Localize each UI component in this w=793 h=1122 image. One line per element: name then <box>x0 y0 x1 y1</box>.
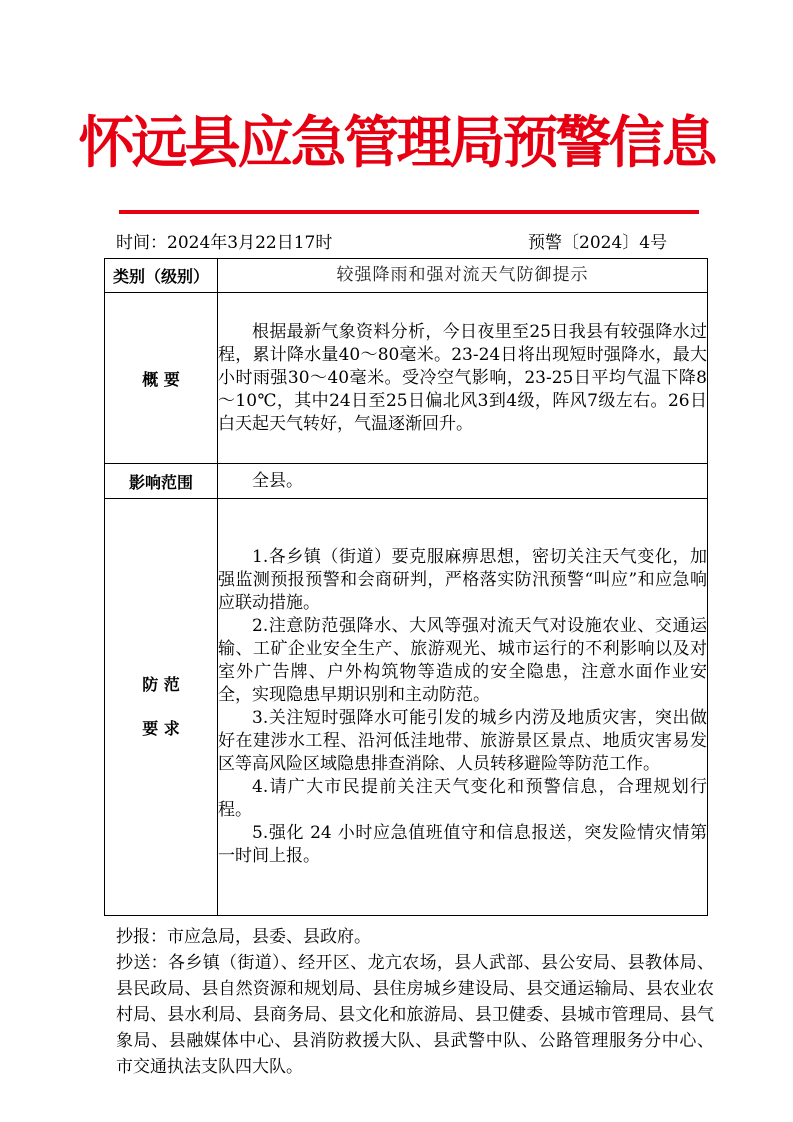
table-row-summary <box>105 293 708 464</box>
category-value: 较强降雨和强对流天气防御提示 <box>218 259 708 293</box>
warning-table <box>104 258 708 916</box>
distribution-footer <box>116 924 714 1080</box>
scope-cell <box>218 464 708 499</box>
summary-cell <box>218 293 708 464</box>
requirement-item: 1.各乡镇（街道）要克服麻痹思想，密切关注天气变化，加强监测预报预警和会商研判，严格落实防汛预警“叫应”和应急响应联动措施。 <box>218 547 707 613</box>
requirements-label <box>105 499 218 916</box>
table-row-requirements <box>105 499 708 916</box>
requirements-cell <box>218 499 708 916</box>
requirement-item: 3.关注短时强降水可能引发的城乡内涝及地质灾害，突出做好在建涉水工程、沿河低洼地带、旅游景区景点、地质灾害易发区等高风险区域隐患排查消除、人员转移避险等防范工作。 <box>218 708 707 774</box>
category-label: 类别（级别） <box>105 259 218 293</box>
requirement-item: 5.强化 24 小时应急值班值守和信息报送，突发险情灾情第一时间上报。 <box>218 823 707 866</box>
summary-text: 根据最新气象资料分析，今日夜里至25日我县有较强降水过程，累计降水量40～80毫米。23-24日将出现短时强降水，最大小时雨强30～40毫米。受冷空气影响，23-25日平均气温下降8～10℃，其中24日至25日偏北风3到4级，阵风7级左右。26日白天起天气转好，气温逐渐回升。 <box>218 321 707 434</box>
scope-label: 影响范围 <box>105 464 218 499</box>
table-row-scope <box>105 464 708 499</box>
issue-time: 时间：2024年3月22日17时 <box>116 233 333 253</box>
copy-to-line: 抄送：各乡镇（街道）、经开区、龙亢农场，县人武部、县公安局、县教体局、县民政局、县自然资源和规划局、县住房城乡建设局、县交通运输局、县农业农村局、县水利局、县商务局、县文化和旅游局、县卫健委、县城市管理局、县气象局、县融媒体中心、县消防救援大队、县武警中队、公路管理服务分中心、 市交通执法支队四大队。 <box>116 953 714 1077</box>
requirement-item: 4.请广大市民提前关注天气变化和预警信息，合理规划行程。 <box>218 777 707 820</box>
warning-number: 预警〔2024〕4号 <box>528 233 668 253</box>
scope-value: 全县。 <box>252 470 303 491</box>
document-title: 怀远县应急管理局预警信息 <box>78 110 715 176</box>
summary-label: 概 要 <box>105 293 218 464</box>
requirement-item: 2.注意防范强降水、大风等强对流天气对设施农业、交通运输、工矿企业安全生产、旅游观光、城市运行的不利影响以及对室外广告牌、户外构筑物等造成的安全隐患，注意水面作业安全，实现隐患早期识别和主动防范。 <box>218 616 707 705</box>
requirements-label-line1: 防 范 <box>142 675 180 694</box>
report-to-line: 抄报：市应急局，县委、县政府。 <box>116 927 371 947</box>
red-divider-line <box>119 210 699 214</box>
table-row-category <box>105 259 708 293</box>
requirements-label-line2: 要 求 <box>142 719 180 738</box>
